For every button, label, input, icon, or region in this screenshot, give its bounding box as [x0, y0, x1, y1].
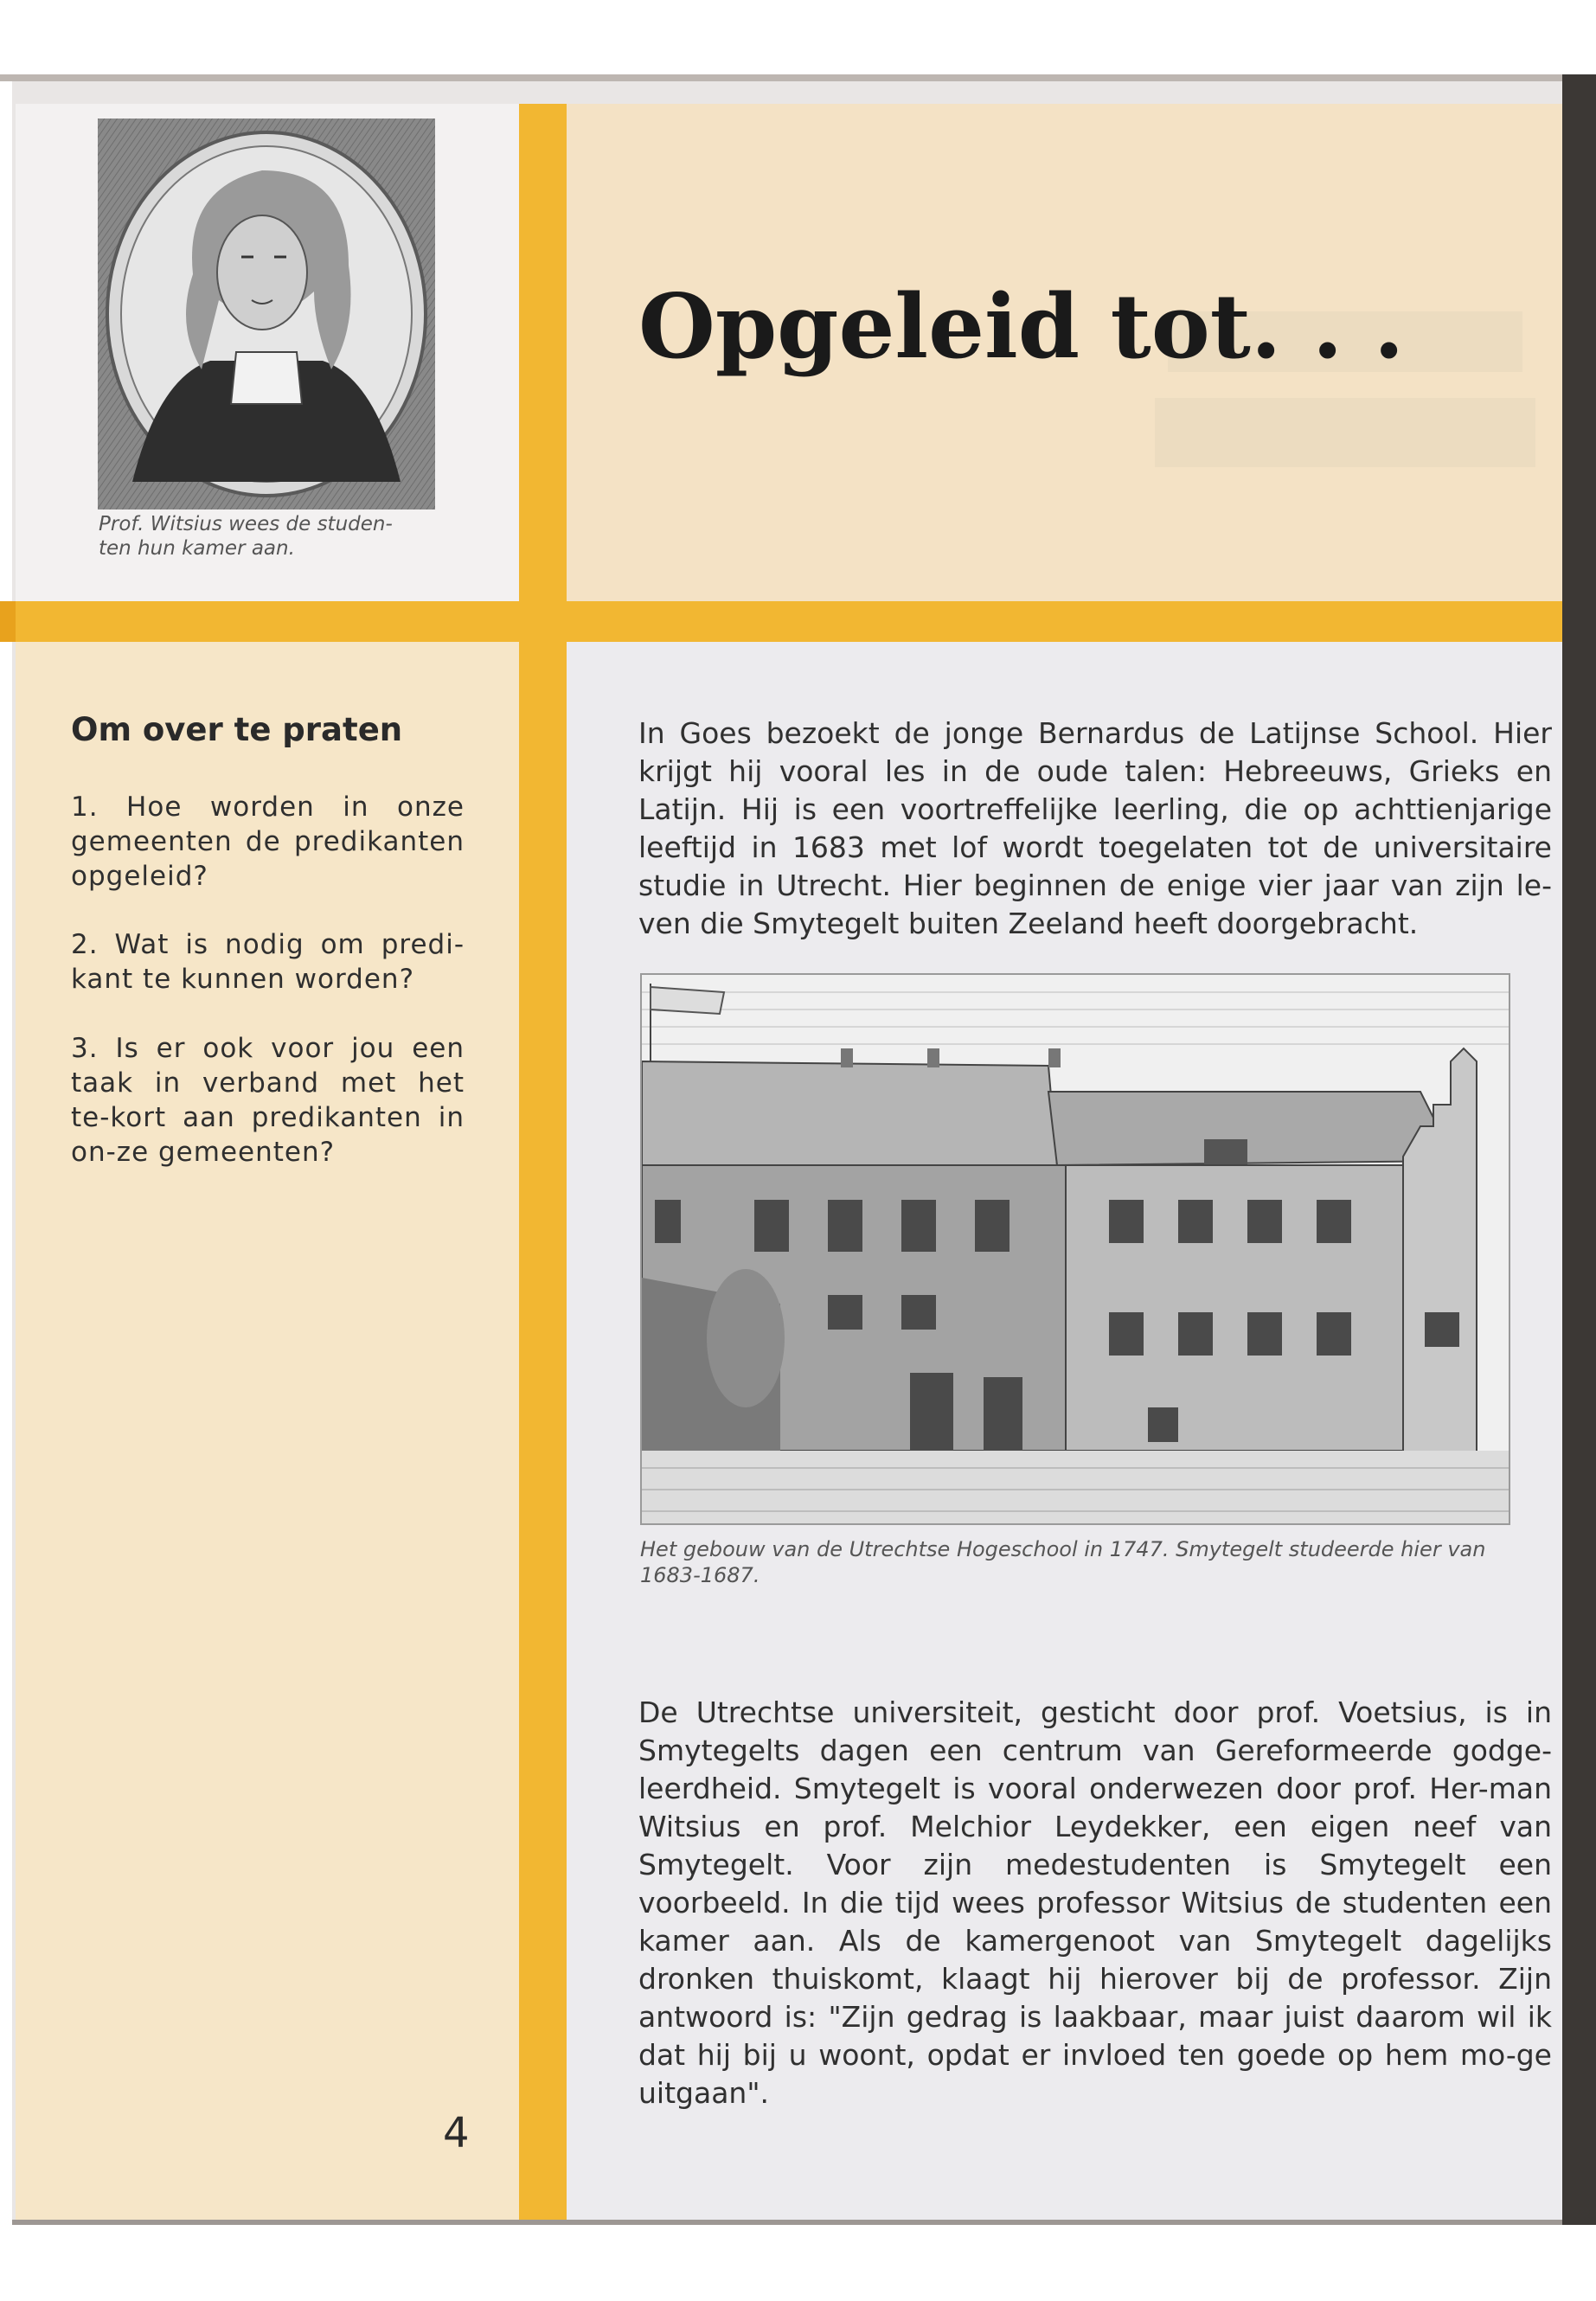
discussion-question-2: 2. Wat is nodig om predi-kant te kunnen worden?	[71, 929, 465, 995]
body-paragraph-1: In Goes bezoekt de jonge Bernardus de Latijnse School. Hier krijgt hij vooral les in de oude talen: Hebreeuws, Grieks en Latijn. Hij is een voortreffelijke leerling, die op achttienjarige leeftijd in 1683 met lof wordt toegelaten tot de universitaire studie in Utrecht. Hier beginnen de enige vier jaar van zijn le-ven die Smytegelt buiten Zeeland heeft doorgebracht.	[638, 716, 1552, 940]
page-title: Opgeleid tot. . .	[638, 275, 1405, 379]
horizontal-accent-bar	[16, 601, 1593, 642]
portrait-caption: Prof. Witsius wees de studen- ten hun kamer aan.	[99, 513, 393, 560]
page-number: 4	[443, 2109, 470, 2157]
top-margin	[0, 0, 1596, 80]
body-paragraph-2: De Utrechtse universiteit, gesticht door prof. Voetsius, is in Smytegelts dagen een centrum van Gereformeerde godge-leerdheid. Smytegelt is vooral onderwezen door prof. Her-man Witsius en prof. Melchior Leydekker, een eigen neef van Smytegelt. Voor zijn medestudenten is Smytegelt een voorbeeld. In die tijd wees professor Witsius de studenten een kamer aan. Als de kamergenoot van Smytegelt dagelijks dronken thuiskomt, klaagt hij hierover bij de professor. Zijn antwoord is: "Zijn gedrag is laakbaar, maar juist daarom wil ik dat hij bij u woont, opdat er invloed ten goede op hem mo-ge uitgaan".	[638, 1695, 1552, 2110]
vertical-accent-bar	[519, 104, 567, 2221]
book-spine-edge	[1562, 74, 1596, 2225]
sidebar-heading: Om over te praten	[71, 711, 403, 748]
utrecht-hogeschool-illustration	[640, 973, 1510, 1525]
portrait-witsius-image	[98, 119, 435, 510]
page-top-edge	[0, 74, 1574, 81]
accent-bar-edge	[0, 601, 16, 642]
discussion-question-3: 3. Is er ook voor jou een taak in verband met het te-kort aan predikanten in on-ze gemeenten?	[71, 1033, 465, 1168]
illustration-caption: Het gebouw van de Utrechtse Hogeschool in 1747. Smytegelt studeerde hier van 1683-1687.	[640, 1537, 1486, 1587]
bottom-margin	[0, 2225, 1596, 2301]
discussion-question-1: 1. Hoe worden in onze gemeenten de predikanten opgeleid?	[71, 792, 465, 892]
